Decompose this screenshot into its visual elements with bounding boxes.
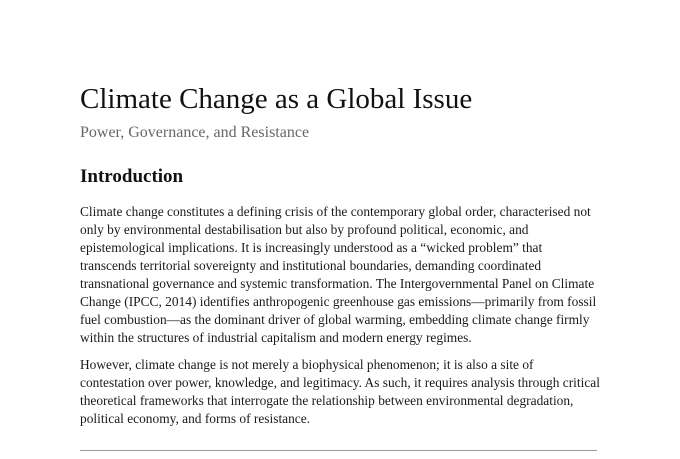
introduction-paragraph-2: However, climate change is not merely a biophysical phenomenon; it is also a site of contestation over power, knowledge, and legitimacy. As such, it requires analysis through critical theoretical frameworks that interrogate the relationship between environmental degradation, political economy, and forms of resistance. bbox=[80, 357, 600, 426]
section-heading-introduction: Introduction bbox=[80, 166, 184, 187]
section-divider bbox=[80, 450, 597, 451]
document-subtitle: Power, Governance, and Resistance bbox=[80, 124, 310, 141]
document-title: Climate Change as a Global Issue bbox=[80, 83, 473, 115]
document-page bbox=[80, 0, 600, 459]
introduction-paragraph-1: Climate change constitutes a defining crisis of the contemporary global order, characterised not only by environmental destabilisation but also by profound political, economic, and epistemological implications. It is increasingly understood as a “wicked problem” that transcends territorial sovereignty and institutional boundaries, demanding coordinated transnational governance and systemic transformation. The Intergovernmental Panel on Climate Change (IPCC, 2014) identifies anthropogenic greenhouse gas emissions—primarily from fossil fuel combustion—as the dominant driver of global warming, embedding climate change firmly within the structures of industrial capitalism and modern energy regimes. bbox=[80, 204, 597, 345]
